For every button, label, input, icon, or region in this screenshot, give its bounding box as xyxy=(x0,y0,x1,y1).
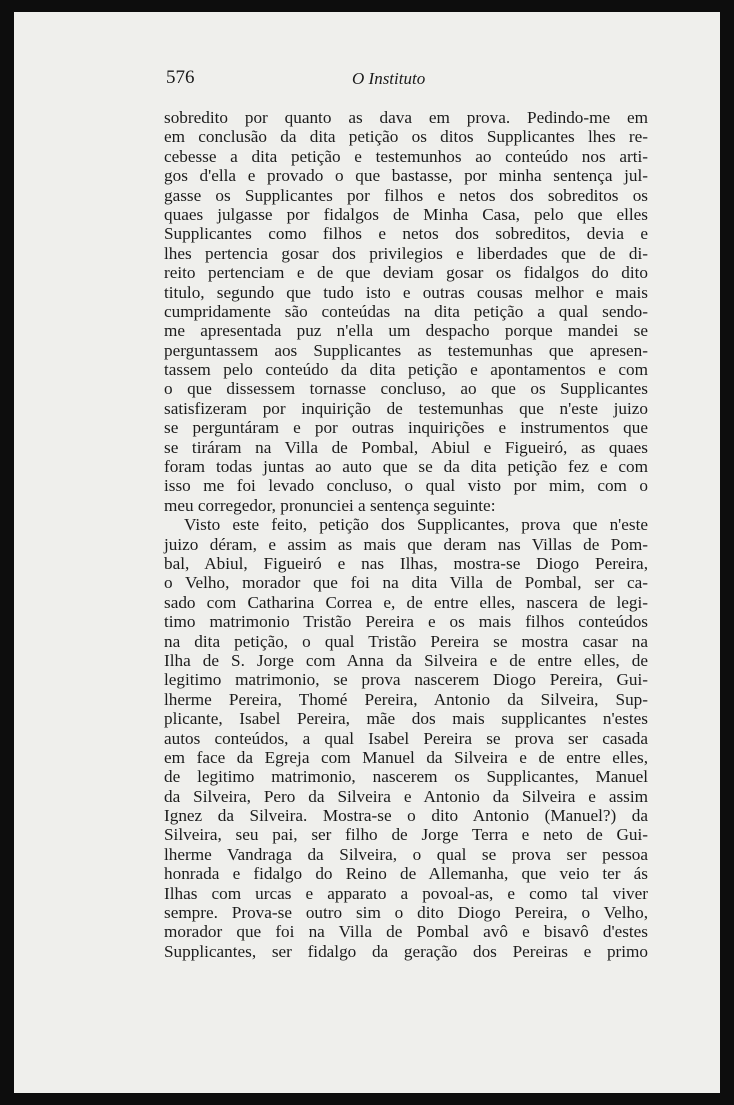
text-line: Ilha de S. Jorge com Anna da Silveira e de entre elles, de xyxy=(164,650,648,670)
text-line: na dita petição, o qual Tristão Pereira se mostra casar na xyxy=(164,631,648,651)
text-line: de legitimo matrimonio, nascerem os Supplicantes, Manuel xyxy=(164,767,648,787)
page-header xyxy=(166,67,646,97)
paragraph-2 xyxy=(164,515,648,961)
text-line: gos d'ella e provado o que bastasse, por minha sentença jul- xyxy=(164,166,648,186)
text-line: sobredito por quanto as dava em prova. Pedindo-me em xyxy=(164,108,648,127)
text-line: o que dissessem tornasse concluso, ao que os Supplicantes xyxy=(164,379,648,399)
text-line: legitimo matrimonio, se prova nascerem Diogo Pereira, Gui- xyxy=(164,670,648,690)
text-line: cebesse a dita petição e testemunhos ao conteúdo nos arti- xyxy=(164,146,648,166)
text-line: satisfizeram por inquirição de testemunhas que n'este juizo xyxy=(164,398,648,418)
body-text xyxy=(164,108,648,961)
text-line: se perguntáram e por outras inquirições e instrumentos que xyxy=(164,418,648,438)
text-line: plicante, Isabel Pereira, mãe dos mais supplicantes n'estes xyxy=(164,709,648,729)
text-line: gasse os Supplicantes por filhos e netos dos sobreditos os xyxy=(164,185,648,205)
book-page xyxy=(14,12,720,1093)
text-line: titulo, segundo que tudo isto e outras cousas melhor e mais xyxy=(164,282,648,302)
text-line: perguntassem aos Supplicantes as testemunhas que apresen- xyxy=(164,340,648,360)
text-line: bal, Abiul, Figueiró e nas Ilhas, mostra-se Diogo Pereira, xyxy=(164,553,648,573)
text-line: Supplicantes como filhos e netos dos sobreditos, devia e xyxy=(164,224,648,244)
text-line: foram todas juntas ao auto que se da dita petição fez e com xyxy=(164,457,648,477)
text-line: isso me foi levado concluso, o qual visto por mim, com o xyxy=(164,476,648,496)
text-line: em face da Egreja com Manuel da Silveira e de entre elles, xyxy=(164,747,648,767)
text-line: Silveira, seu pai, ser filho de Jorge Terra e neto de Gui- xyxy=(164,825,648,845)
text-line: se tiráram na Villa de Pombal, Abiul e Figueiró, as quaes xyxy=(164,437,648,457)
text-line: me apresentada puz n'ella um despacho porque mandei se xyxy=(164,321,648,341)
paragraph-1 xyxy=(164,108,648,515)
text-line: Visto este feito, petição dos Supplicantes, prova que n'este xyxy=(184,515,648,535)
text-line: lherme Vandraga da Silveira, o qual se prova ser pessoa xyxy=(164,844,648,864)
text-line: honrada e fidalgo do Reino de Allemanha, que veio ter ás xyxy=(164,864,648,884)
text-line: em conclusão da dita petição os ditos Supplicantes lhes re- xyxy=(164,127,648,147)
text-line: sempre. Prova-se outro sim o dito Diogo Pereira, o Velho, xyxy=(164,903,648,923)
text-line: da Silveira, Pero da Silveira e Antonio da Silveira e assim xyxy=(164,786,648,806)
text-line: meu corregedor, pronunciei a sentença seguinte: xyxy=(164,495,496,515)
text-line: Ignez da Silveira. Mostra-se o dito Antonio (Manuel?) da xyxy=(164,806,648,826)
text-line: timo matrimonio Tristão Pereira e os mais filhos conteúdos xyxy=(164,612,648,632)
text-line: morador que foi na Villa de Pombal avô e bisavô d'estes xyxy=(164,922,648,942)
text-line: autos conteúdos, a qual Isabel Pereira se prova ser casada xyxy=(164,728,648,748)
text-line: tassem pelo conteúdo da dita petição e apontamentos e com xyxy=(164,360,648,380)
text-line: lherme Pereira, Thomé Pereira, Antonio da Silveira, Sup- xyxy=(164,689,648,709)
text-line: quaes julgasse por fidalgos de Minha Casa, pelo que elles xyxy=(164,204,648,224)
text-line: o Velho, morador que foi na dita Villa de Pombal, ser ca- xyxy=(164,573,648,593)
text-line: sado com Catharina Correa e, de entre elles, nascera de legi- xyxy=(164,592,648,612)
text-line: Supplicantes, ser fidalgo da geração dos Pereiras e primo xyxy=(164,941,648,961)
page-number: 576 xyxy=(166,67,195,88)
text-line: Ilhas com urcas e apparato a povoal-as, e como tal viver xyxy=(164,883,648,903)
text-line: lhes pertencia gosar dos privilegios e liberdades que de di- xyxy=(164,243,648,263)
running-title: O Instituto xyxy=(352,69,426,88)
text-line: cumpridamente são conteúdas na dita petição a qual sendo- xyxy=(164,301,648,321)
text-line: reito pertenciam e de que deviam gosar os fidalgos do dito xyxy=(164,263,648,283)
text-line: juizo déram, e assim as mais que deram nas Villas de Pom- xyxy=(164,534,648,554)
